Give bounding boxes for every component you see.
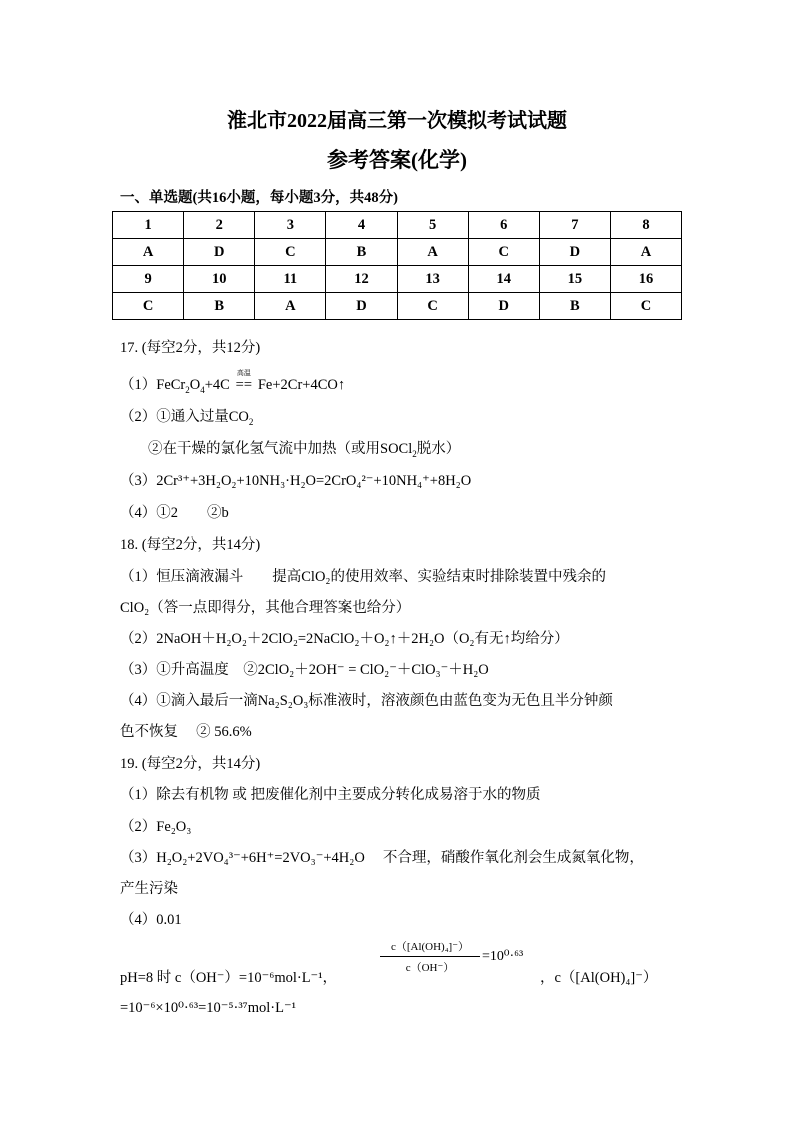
q19-answer-3: （3）H₂O₂+2VO₄³⁻+6H⁺=2VO₃⁻+4H₂O 不合理，硝酸作氧化剂会生成氮氧化物， <box>120 850 644 866</box>
table-cell: C <box>397 293 468 320</box>
table-row-answers-2 <box>113 293 682 320</box>
answer-table <box>112 211 682 320</box>
table-cell: C <box>610 293 681 320</box>
table-cell: B <box>184 293 255 320</box>
q18-answer-3: （3）①升高温度 ②2ClO₂＋2OH⁻ = ClO₂⁻＋ClO₃⁻＋H₂O <box>120 662 489 678</box>
table-cell: 14 <box>468 266 539 293</box>
table-cell: 16 <box>610 266 681 293</box>
fraction-bar <box>380 956 480 957</box>
q17-header: 17. (每空2分，共12分) <box>120 340 261 356</box>
table-cell: 11 <box>255 266 326 293</box>
table-cell: C <box>255 239 326 266</box>
q18-answer-4-cont: 色不恢复 ② 56.6% <box>120 724 252 740</box>
table-cell: 13 <box>397 266 468 293</box>
table-cell: A <box>610 239 681 266</box>
q18-header: 18. (每空2分，共14分) <box>120 537 261 553</box>
q19-answer-4-calc-c: =10⁻⁶×10⁰·⁶³=10⁻⁵·³⁷mol·L⁻¹ <box>120 1000 296 1016</box>
condition-label: 高温 <box>236 369 251 377</box>
q19-answer-3-cont: 产生污染 <box>120 881 178 897</box>
reaction-condition: 高温 == <box>230 377 258 394</box>
table-cell: D <box>539 239 610 266</box>
table-cell: 4 <box>326 212 397 239</box>
answer-key-title: 参考答案(化学) <box>327 148 467 172</box>
fraction-numerator: c（[Al(OH)₄]⁻） <box>390 941 470 953</box>
table-cell: B <box>539 293 610 320</box>
table-cell: D <box>184 239 255 266</box>
table-cell: 6 <box>468 212 539 239</box>
text-segment: ②在干燥的氯化氢气流中加热（或用SOCl <box>148 441 413 457</box>
q17-answer-2b: ②在干燥的氯化氢气流中加热（或用SOCl$_2$脱水） <box>148 441 461 459</box>
table-cell: A <box>113 239 184 266</box>
q18-answer-1-cont: ClO₂（答一点即得分，其他合理答案也给分） <box>120 600 411 616</box>
table-cell: 10 <box>184 266 255 293</box>
q19-answer-2: （2）Fe₂O₃ <box>120 819 192 835</box>
q18-answer-1: （1）恒压滴液漏斗 提高ClO₂的使用效率、实验结束时排除装置中残余的 <box>120 569 606 585</box>
table-cell: C <box>468 239 539 266</box>
table-cell: B <box>326 239 397 266</box>
table-cell: C <box>113 293 184 320</box>
table-cell: 9 <box>113 266 184 293</box>
q18-answer-2: （2）2NaOH＋H₂O₂＋2ClO₂=2NaClO₂＋O₂↑＋2H₂O（O₂有无↑均给分） <box>120 631 569 647</box>
q17-answer-1: $(1)FeCr_2O_4+4C$ 高温 == Fe+2Cr+4CO↑ <box>120 369 346 395</box>
q18-answer-4: （4）①滴入最后一滴Na₂S₂O₃标准液时，溶液颜色由蓝色变为无色且半分钟颜 <box>120 693 613 709</box>
table-cell: A <box>397 239 468 266</box>
table-row-numbers-2 <box>113 266 682 293</box>
fraction-denominator: c（OH⁻） <box>405 962 455 974</box>
exam-title: 淮北市2022届高三第一次模拟考试试题 <box>227 110 567 132</box>
fraction-expression <box>380 938 480 975</box>
q17-answer-2: （2）①通入过量$CO_2$ <box>120 409 254 427</box>
table-row-numbers-1 <box>113 212 682 239</box>
table-cell: A <box>255 293 326 320</box>
q17-answer-4: （4）①2 ②b <box>120 505 229 521</box>
q19-answer-4-calc-b: ，c（[Al(OH)₄]⁻） <box>540 970 658 986</box>
table-cell: 7 <box>539 212 610 239</box>
q19-answer-1: （1）除去有机物 或 把废催化剂中主要成分转化成易溶于水的物质 <box>120 787 541 803</box>
table-row-answers-1 <box>113 239 682 266</box>
q19-answer-4: （4）0.01 <box>120 912 182 928</box>
table-cell: 15 <box>539 266 610 293</box>
fraction-value: =10⁰·⁶³ <box>482 949 524 964</box>
text-segment: （2）①通入过量CO <box>120 409 249 425</box>
table-cell: 12 <box>326 266 397 293</box>
text-segment: （1）FeCr <box>120 377 186 393</box>
table-cell: 8 <box>610 212 681 239</box>
table-cell: D <box>326 293 397 320</box>
q19-answer-4-calc-a: pH=8 时 c（OH⁻）=10⁻⁶mol·L⁻¹， <box>120 970 338 986</box>
table-cell: 3 <box>255 212 326 239</box>
q19-header: 19. (每空2分，共14分) <box>120 756 261 772</box>
table-cell: D <box>468 293 539 320</box>
table-cell: 5 <box>397 212 468 239</box>
table-cell: 1 <box>113 212 184 239</box>
table-cell: 2 <box>184 212 255 239</box>
q17-answer-3: （3）2Cr³⁺+3H₂O₂+10NH₃·H₂O=2CrO₄²⁻+10NH₄⁺+8H₂O <box>120 473 472 489</box>
text-segment: Fe+2Cr+4CO↑ <box>257 377 346 393</box>
section-heading-single-choice: 一、单选题(共16小题，每小题3分，共48分) <box>120 190 398 206</box>
text-segment: 脱水） <box>416 441 461 457</box>
